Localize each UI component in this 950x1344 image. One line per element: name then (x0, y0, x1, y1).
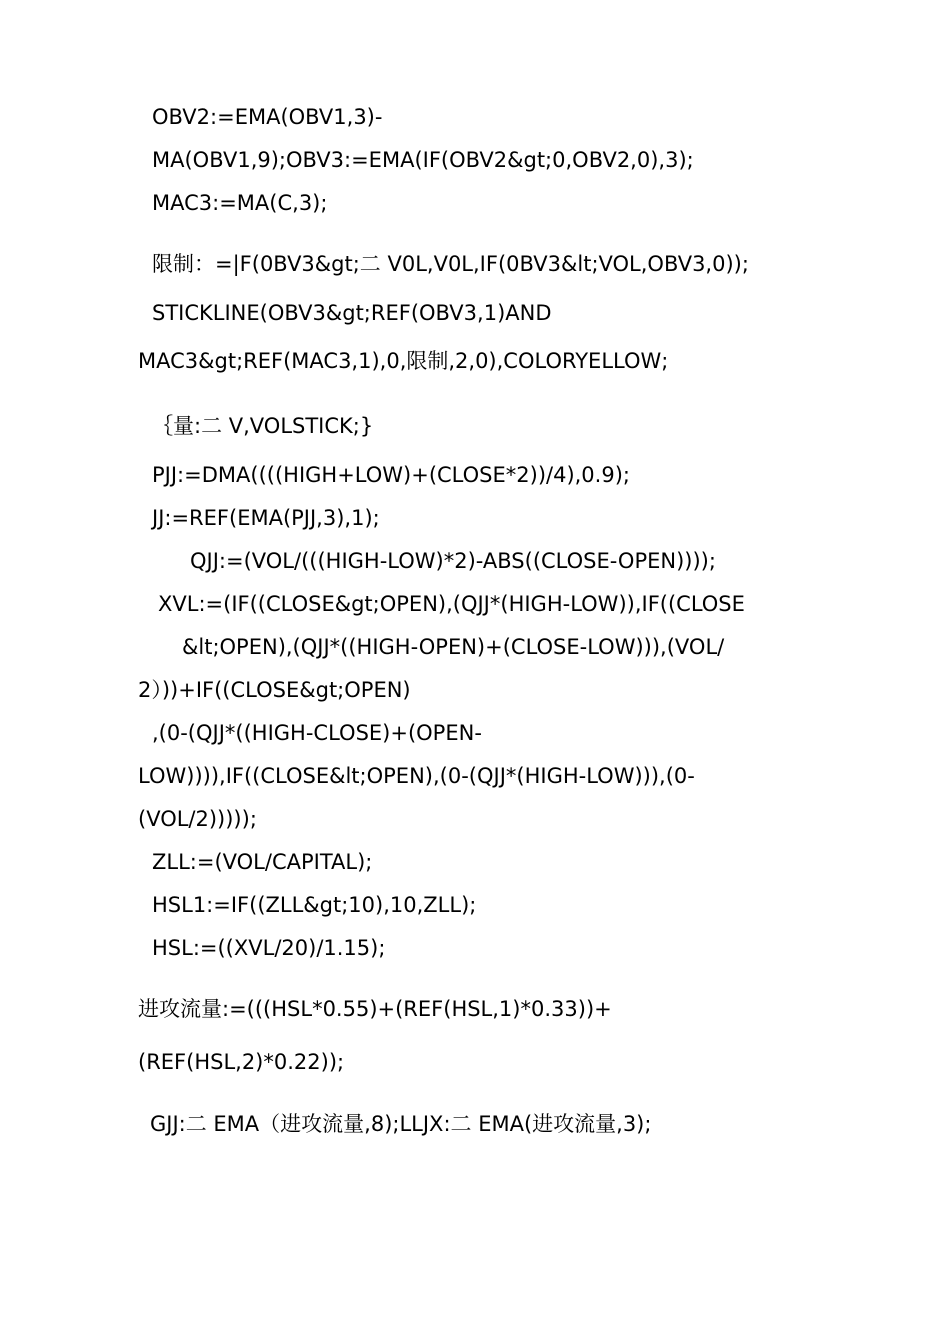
code-line-21: (REF(HSL,2)*0.22)); (138, 1050, 345, 1074)
code-line-4: 限制：=|F(0BV3&gt;二 V0L,V0L,IF(0BV3&lt;VOL,OBV3,0)); (152, 252, 749, 276)
code-line-20: 进攻流量:=(((HSL*0.55)+(REF(HSL,1)*0.33))+ (138, 997, 612, 1021)
code-line-11: XVL:=(IF((CLOSE&gt;OPEN),(QJJ*(HIGH-LOW)),IF((CLOSE (158, 592, 745, 616)
code-line-3: MAC3:=MA(C,3); (152, 191, 328, 215)
code-line-9: JJ:=REF(EMA(PJJ,3),1); (152, 506, 380, 530)
code-line-7: ｛量:二 V,VOLSTICK;} (152, 414, 374, 438)
code-line-19: HSL:=((XVL/20)/1.15); (152, 936, 386, 960)
code-line-5: STICKLINE(OBV3&gt;REF(OBV3,1)AND (152, 301, 552, 325)
code-line-8: PJJ:=DMA((((HIGH+LOW)+(CLOSE*2))/4),0.9); (152, 463, 630, 487)
code-line-14: ,(0-(QJJ*((HIGH-CLOSE)+(OPEN- (152, 721, 482, 745)
code-line-13: 2）))+IF((CLOSE&gt;OPEN) (138, 678, 411, 702)
code-line-15: LOW)))),IF((CLOSE&lt;OPEN),(0-(QJJ*(HIGH-LOW))),(0- (138, 764, 695, 788)
code-line-10: QJJ:=(VOL/(((HIGH-LOW)*2)-ABS((CLOSE-OPEN)))); (190, 549, 716, 573)
code-line-6: MAC3&gt;REF(MAC3,1),0,限制,2,0),COLORYELLOW; (138, 349, 669, 373)
code-line-2: MA(OBV1,9);OBV3:=EMA(IF(OBV2&gt;0,OBV2,0),3); (152, 148, 694, 172)
code-line-18: HSL1:=IF((ZLL&gt;10),10,ZLL); (152, 893, 477, 917)
code-line-17: ZLL:=(VOL/CAPITAL); (152, 850, 373, 874)
code-line-22: GJJ:二 EMA（进攻流量,8);LLJX:二 EMA(进攻流量,3); (150, 1112, 652, 1136)
code-line-12: &lt;OPEN),(QJJ*((HIGH-OPEN)+(CLOSE-LOW))),(VOL/ (182, 635, 725, 659)
code-line-1: OBV2:=EMA(OBV1,3)- (152, 105, 383, 129)
code-line-16: (VOL/2))))); (138, 807, 257, 831)
